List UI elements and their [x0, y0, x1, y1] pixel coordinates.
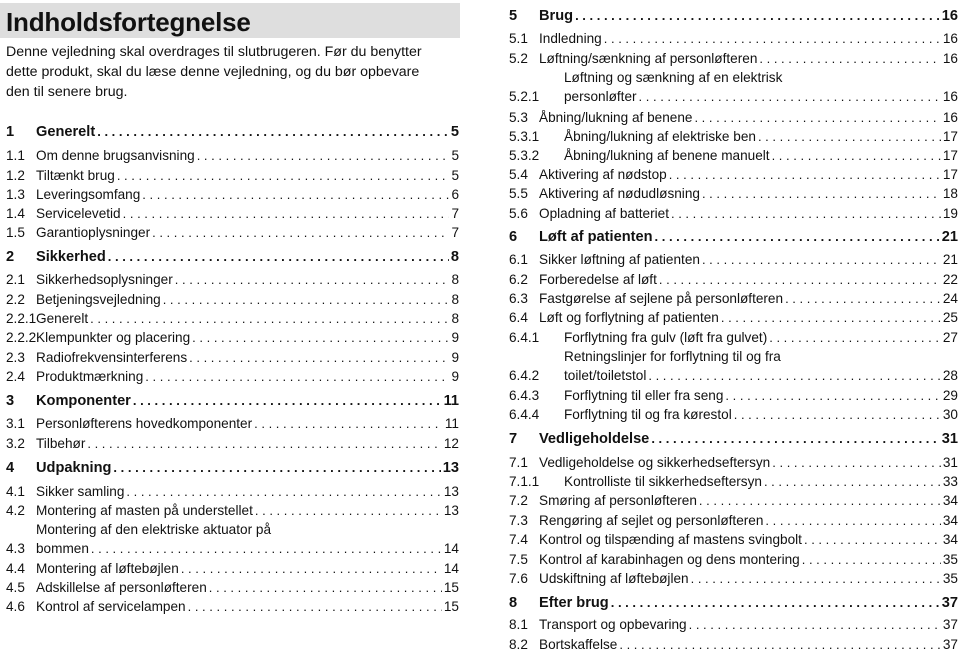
toc-entry-row[interactable] [0, 225, 459, 240]
toc-section-number: 6.2 [509, 272, 528, 287]
toc-entry-label: Bortskaffelse [539, 637, 618, 652]
dot-leader [619, 637, 941, 652]
toc-page-number: 18 [942, 186, 958, 201]
dot-leader [611, 595, 940, 610]
toc-section-number: 2.2 [6, 292, 25, 307]
dot-leader [772, 148, 941, 163]
toc-entry-label: Åbning/lukning af benene [539, 110, 693, 125]
toc-entry-row[interactable] [0, 148, 459, 163]
toc-section-number: 8.1 [509, 617, 528, 632]
dot-leader [734, 407, 941, 422]
dot-leader [659, 272, 941, 287]
dot-leader [175, 272, 450, 287]
toc-entry-row[interactable] [0, 436, 459, 451]
dot-leader [192, 330, 449, 345]
toc-entry-row[interactable] [0, 541, 459, 556]
dot-leader [189, 350, 449, 365]
dot-leader [721, 310, 941, 325]
toc-entry-label: Generelt [36, 311, 89, 326]
toc-entry-row[interactable] [503, 89, 958, 104]
toc-section-number: 3 [6, 393, 15, 409]
toc-entry-row[interactable] [503, 388, 958, 403]
toc-section-number: 2 [6, 249, 15, 265]
toc-entry-row[interactable] [0, 580, 459, 595]
dot-leader [804, 532, 941, 547]
dot-leader [181, 561, 442, 576]
toc-page-number: 29 [942, 388, 958, 403]
toc-entry-label: Løftning/sænkning af personløfteren [539, 51, 758, 66]
toc-page-number: 19 [942, 206, 958, 221]
toc-page-number: 22 [942, 272, 958, 287]
toc-entry-label: Forflytning fra gulv (løft fra gulvet) [564, 330, 768, 345]
toc-entry-row[interactable] [0, 206, 459, 221]
dot-leader [702, 252, 941, 267]
dot-leader [152, 225, 449, 240]
dot-leader [785, 291, 941, 306]
toc-entry-row[interactable] [0, 292, 459, 307]
toc-entry-label: Indledning [539, 31, 602, 46]
toc-entry-label: Vedligeholdelse og sikkerhedseftersyn [539, 455, 771, 470]
toc-section-number: 4.3 [6, 541, 25, 556]
toc-entry-label: Forberedelse af løft [539, 272, 657, 287]
toc-page-number: 34 [942, 513, 958, 528]
toc-section-number: 6.4.2 [509, 368, 540, 383]
dot-leader [209, 580, 442, 595]
toc-page-number: 8 [451, 311, 459, 326]
toc-chapter-row[interactable] [0, 393, 459, 409]
toc-page-number: 35 [942, 571, 958, 586]
toc-section-number: 7.1 [509, 455, 528, 470]
dot-leader [142, 187, 449, 202]
toc-entry-row[interactable] [0, 416, 459, 431]
toc-section-number: 4.4 [6, 561, 25, 576]
toc-section-number: 7.3 [509, 513, 528, 528]
toc-entry-label: Personløfterens hovedkomponenter [36, 416, 253, 431]
dot-leader [90, 311, 449, 326]
toc-chapter-row[interactable] [0, 124, 459, 140]
toc-section-number: 6.3 [509, 291, 528, 306]
toc-entry-row[interactable] [503, 51, 958, 66]
toc-entry-label: Efter brug [539, 595, 609, 611]
dot-leader [725, 388, 940, 403]
toc-entry-row[interactable] [503, 513, 958, 528]
toc-entry-row[interactable] [0, 599, 459, 614]
toc-section-number: 2.2.1 [6, 311, 37, 326]
toc-entry-row[interactable] [503, 310, 958, 325]
toc-entry-label: Garantioplysninger [36, 225, 151, 240]
toc-page-number: 12 [443, 436, 459, 451]
toc-entry-label: Adskillelse af personløfteren [36, 580, 207, 595]
toc-page-number: 13 [442, 460, 459, 476]
dot-leader [769, 330, 941, 345]
dot-leader [254, 416, 443, 431]
toc-entry-row[interactable] [0, 311, 459, 326]
dot-leader [759, 51, 940, 66]
toc-section-number: 6.4.3 [509, 388, 540, 403]
dot-leader [651, 431, 939, 446]
toc-section-number: 7.6 [509, 571, 528, 586]
toc-section-number: 1.4 [6, 206, 25, 221]
toc-entry-label: Smøring af personløfteren [539, 493, 697, 508]
toc-entry-row[interactable] [503, 110, 958, 125]
toc-entry-label: Åbning/lukning af benene manuelt [564, 148, 770, 163]
toc-entry-label: bommen [36, 541, 89, 556]
toc-entry-row[interactable] [0, 503, 459, 518]
toc-chapter-row[interactable] [503, 8, 958, 24]
toc-section-number: 6.4.4 [509, 407, 540, 422]
toc-page-number: 7 [451, 206, 459, 221]
dot-leader [699, 493, 941, 508]
toc-section-number: 7.2 [509, 493, 528, 508]
toc-page-number: 8 [451, 272, 459, 287]
toc-page-number: 17 [942, 129, 958, 144]
dot-leader [765, 513, 940, 528]
toc-page-number: 6 [451, 187, 459, 202]
toc-section-number: 4.2 [6, 503, 25, 518]
toc-section-number: 5 [509, 8, 518, 24]
toc-page-number: 24 [942, 291, 958, 306]
toc-entry-label: Montering af løftebøjlen [36, 561, 179, 576]
dot-leader [639, 89, 941, 104]
toc-section-number: 2.4 [6, 369, 25, 384]
toc-entry-label: Leveringsomfang [36, 187, 141, 202]
dot-leader [758, 129, 941, 144]
toc-page-number: 5 [450, 124, 459, 140]
toc-entry-label: Sikker samling [36, 484, 125, 499]
dot-leader [126, 484, 441, 499]
toc-entry-row[interactable] [503, 493, 958, 508]
toc-entry-label: Produktmærkning [36, 369, 144, 384]
toc-section-number: 5.5 [509, 186, 528, 201]
dot-leader [669, 167, 941, 182]
toc-entry-label: Montering af masten på understellet [36, 503, 253, 518]
toc-entry-label: Sikker løftning af patienten [539, 252, 700, 267]
toc-page-number: 17 [942, 148, 958, 163]
toc-entry-label: Fastgørelse af sejlene på personløfteren [539, 291, 784, 306]
dot-leader [772, 455, 941, 470]
toc-section-number: 7.4 [509, 532, 528, 547]
toc-section-number: 7.5 [509, 552, 528, 567]
toc-page-number: 35 [942, 552, 958, 567]
toc-entry-row[interactable] [0, 272, 459, 287]
dot-leader [113, 460, 440, 475]
toc-entry-label: Åbning/lukning af elektriske ben [564, 129, 756, 144]
toc-page-number: 30 [942, 407, 958, 422]
toc-section-number: 4.6 [6, 599, 25, 614]
toc-entry-label: toilet/toiletstol [564, 368, 647, 383]
toc-entry-label: Brug [539, 8, 574, 24]
toc-entry-label: Betjeningsvejledning [36, 292, 161, 307]
toc-section-number: 5.6 [509, 206, 528, 221]
toc-page-number: 9 [451, 350, 459, 365]
toc-entry-label: Radiofrekvensinterferens [36, 350, 188, 365]
toc-page-number: 16 [942, 51, 958, 66]
dot-leader [671, 206, 941, 221]
dot-leader [133, 393, 442, 408]
toc-entry-row[interactable] [503, 186, 958, 201]
toc-entry-label: Kontrol og tilspænding af mastens svingbolt [539, 532, 802, 547]
toc-section-number: 8.2 [509, 637, 528, 652]
toc-page-number: 17 [942, 167, 958, 182]
toc-page-number: 16 [942, 31, 958, 46]
toc-entry-label: Om denne brugsanvisning [36, 148, 195, 163]
toc-entry-row[interactable] [503, 291, 958, 306]
dot-leader [87, 436, 442, 451]
dot-leader [702, 186, 941, 201]
toc-page-number: 7 [451, 225, 459, 240]
toc-section-number: 5.1 [509, 31, 528, 46]
dot-leader [255, 503, 442, 518]
toc-entry-label[interactable]: Montering af den elektriske aktuator på [36, 522, 272, 537]
dot-leader [575, 8, 940, 23]
toc-section-number: 6.1 [509, 252, 528, 267]
toc-entry-label: Transport og opbevaring [539, 617, 687, 632]
toc-page-number: 34 [942, 493, 958, 508]
toc-section-number: 5.3.1 [509, 129, 540, 144]
toc-section-number: 1.3 [6, 187, 25, 202]
intro-text: Denne vejledning skal overdrages til slutbrugeren. Før du benytter dette produkt, skal du læse denne vejledning, og du bør opbevare den til senere brug. [6, 44, 422, 100]
toc-page-number: 5 [451, 148, 459, 163]
dot-leader [655, 229, 940, 244]
toc-page-number: 37 [942, 617, 958, 632]
toc-page-number: 8 [451, 292, 459, 307]
toc-page-number: 37 [942, 637, 958, 652]
toc-entry-label: Udskiftning af løftebøjlen [539, 571, 689, 586]
toc-entry-label: Komponenter [36, 393, 131, 409]
toc-entry-row[interactable] [503, 552, 958, 567]
toc-entry-label[interactable]: Løftning og sænkning af en elektrisk [564, 70, 783, 85]
toc-entry-label: Sikkerhed [36, 249, 106, 265]
toc-page-number: 14 [443, 561, 459, 576]
toc-entry-row[interactable] [503, 532, 958, 547]
toc-page-number: 25 [942, 310, 958, 325]
toc-entry-row[interactable] [503, 272, 958, 287]
dot-leader [117, 168, 450, 183]
toc-section-number: 3.2 [6, 436, 25, 451]
toc-entry-label: Vedligeholdelse [539, 431, 650, 447]
toc-section-number: 5.4 [509, 167, 528, 182]
toc-entry-label: Aktivering af nødstop [539, 167, 667, 182]
toc-entry-row[interactable] [0, 187, 459, 202]
toc-section-number: 1 [6, 124, 15, 140]
toc-entry-label: Generelt [36, 124, 96, 140]
dot-leader [648, 368, 941, 383]
toc-entry-row[interactable] [503, 455, 958, 470]
toc-entry-label: Tiltænkt brug [36, 168, 115, 183]
toc-entry-row[interactable] [503, 148, 958, 163]
toc-section-number: 5.2 [509, 51, 528, 66]
toc-page-number: 31 [941, 431, 958, 447]
toc-entry-label: Udpakning [36, 460, 112, 476]
toc-section-number: 1.2 [6, 168, 25, 183]
toc-section-number: 5.3 [509, 110, 528, 125]
toc-chapter-row[interactable] [0, 460, 459, 476]
toc-page-number: 11 [444, 416, 459, 431]
toc-section-number: 5.2.1 [509, 89, 540, 104]
toc-page-number: 33 [942, 474, 958, 489]
toc-section-number: 7.1.1 [509, 474, 540, 489]
toc-section-number: 4.5 [6, 580, 25, 595]
toc-chapter-row[interactable] [503, 229, 958, 245]
toc-section-number: 6.4 [509, 310, 528, 325]
toc-entry-row[interactable] [0, 330, 459, 345]
toc-chapter-row[interactable] [503, 595, 958, 611]
toc-entry-label[interactable]: Retningslinjer for forflytning til og fra [564, 349, 781, 364]
toc-entry-label: Sikkerhedsoplysninger [36, 272, 173, 287]
toc-entry-label: Forflytning til eller fra seng [564, 388, 724, 403]
toc-entry-row[interactable] [503, 129, 958, 144]
dot-leader [188, 599, 442, 614]
toc-page-number: 21 [942, 252, 958, 267]
toc-page-number: 34 [942, 532, 958, 547]
toc-page-number: 9 [451, 369, 459, 384]
toc-entry-label: Forflytning til og fra kørestol [564, 407, 732, 422]
dot-leader [604, 31, 941, 46]
toc-entry-row[interactable] [0, 484, 459, 499]
toc-page-number: 9 [451, 330, 459, 345]
dot-leader [108, 249, 449, 264]
toc-entry-label: personløfter [564, 89, 637, 104]
toc-section-number: 6.4.1 [509, 330, 540, 345]
toc-page-number: 15 [443, 580, 459, 595]
toc-entry-label: Kontrol af karabinhagen og dens montering [539, 552, 800, 567]
toc-page-number: 37 [941, 595, 958, 611]
toc-entry-label: Løft af patienten [539, 229, 653, 245]
dot-leader [145, 369, 449, 384]
toc-section-number: 2.2.2 [6, 330, 37, 345]
toc-chapter-row[interactable] [503, 431, 958, 447]
toc-page-number: 16 [941, 8, 958, 24]
toc-page-number: 11 [443, 393, 459, 409]
toc-section-number: 3.1 [6, 416, 25, 431]
dot-leader [97, 124, 449, 139]
dot-leader [163, 292, 450, 307]
toc-section-number: 2.3 [6, 350, 25, 365]
toc-entry-row[interactable] [0, 168, 459, 183]
dot-leader [691, 571, 941, 586]
toc-entry-label: Rengøring af sejlet og personløfteren [539, 513, 764, 528]
toc-page-number: 21 [941, 229, 958, 245]
toc-entry-row[interactable] [503, 407, 958, 422]
toc-section-number: 8 [509, 595, 518, 611]
toc-section-number: 5.3.2 [509, 148, 540, 163]
toc-entry-row[interactable] [503, 617, 958, 632]
toc-entry-label: Aktivering af nødudløsning [539, 186, 700, 201]
toc-section-number: 4.1 [6, 484, 25, 499]
toc-chapter-row[interactable] [0, 249, 459, 265]
toc-page-number: 5 [451, 168, 459, 183]
toc-page-number: 13 [443, 484, 459, 499]
dot-leader [91, 541, 442, 556]
toc-section-number: 1.5 [6, 225, 25, 240]
toc-page-number: 13 [443, 503, 459, 518]
toc-entry-label: Opladning af batteriet [539, 206, 669, 221]
toc-entry-row[interactable] [503, 637, 958, 652]
toc-entry-label: Tilbehør [36, 436, 86, 451]
toc-entry-row[interactable] [0, 369, 459, 384]
toc-entry-row[interactable] [503, 368, 958, 383]
toc-page-number: 27 [942, 330, 958, 345]
toc-entry-row[interactable] [503, 474, 958, 489]
toc-section-number: 2.1 [6, 272, 25, 287]
toc-section-number: 7 [509, 431, 518, 447]
dot-leader [689, 617, 941, 632]
toc-page-number: 8 [450, 249, 459, 265]
toc-entry-row[interactable] [0, 350, 459, 365]
dot-leader [197, 148, 450, 163]
toc-entry-row[interactable] [503, 252, 958, 267]
toc-entry-label: Servicelevetid [36, 206, 121, 221]
toc-entry-label: Kontrol af servicelampen [36, 599, 186, 614]
toc-entry-row[interactable] [503, 167, 958, 182]
toc-section-number: 4 [6, 460, 15, 476]
toc-entry-row[interactable] [503, 31, 958, 46]
toc-entry-label: Kontrolliste til sikkerhedseftersyn [564, 474, 762, 489]
toc-page-number: 15 [443, 599, 459, 614]
toc-entry-label: Klempunkter og placering [36, 330, 191, 345]
toc-page-number: 31 [942, 455, 958, 470]
dot-leader [764, 474, 941, 489]
toc-entry-row[interactable] [503, 206, 958, 221]
dot-leader [802, 552, 941, 567]
dot-leader [123, 206, 450, 221]
toc-entry-row[interactable] [0, 561, 459, 576]
toc-page-number: 28 [942, 368, 958, 383]
dot-leader [694, 110, 940, 125]
toc-entry-row[interactable] [503, 330, 958, 345]
toc-entry-label: Løft og forflytning af patienten [539, 310, 719, 325]
toc-page-number: 16 [942, 89, 958, 104]
title-band [0, 3, 460, 38]
toc-section-number: 6 [509, 229, 518, 245]
toc-page-number: 14 [443, 541, 459, 556]
toc-entry-row[interactable] [503, 571, 958, 586]
toc-page-number: 16 [942, 110, 958, 125]
page-title: Indholdsfortegnelse [6, 7, 251, 37]
toc-section-number: 1.1 [6, 148, 25, 163]
